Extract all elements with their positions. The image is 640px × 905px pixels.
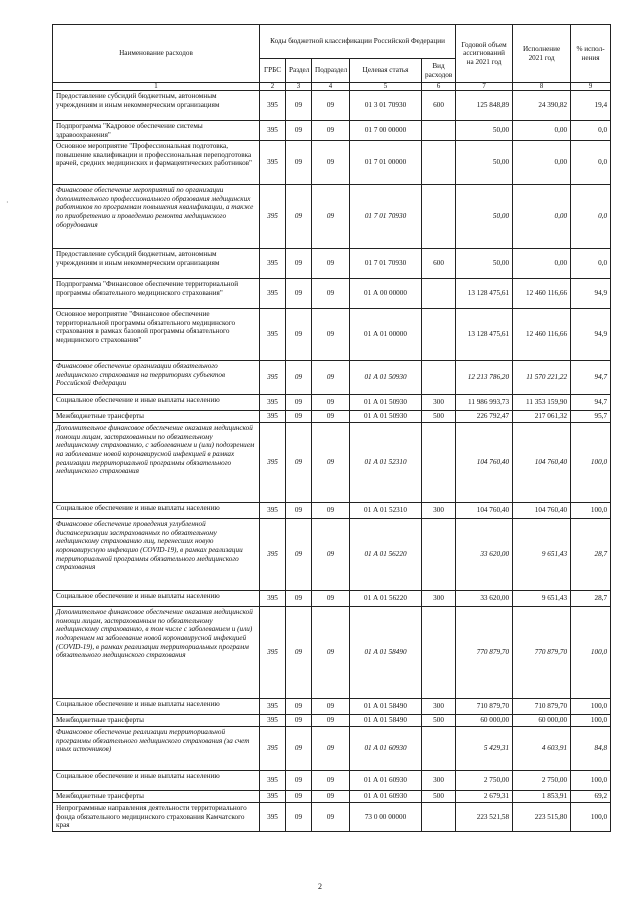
row-name-cell: Межбюджетные трансферты [53,411,260,423]
table-row [53,699,611,715]
table-row [53,607,611,699]
row-grbs-cell: 395 [260,185,286,249]
row-pct-cell: 69,2 [571,791,611,803]
table-body [53,91,611,832]
row-target-cell: 01 3 01 70930 [350,91,422,121]
index-cell: 7 [456,83,513,91]
row-pct-cell: 28,7 [571,519,611,591]
header-razdel: Раздел [286,59,312,83]
row-podrazdel-cell: 09 [312,791,350,803]
row-target-cell: 01 А 01 60930 [350,727,422,771]
row-name-cell: Основное мероприятие "Финансовое обеспечение территориальной программы обязательного медицинского страхования в рамках базовой программы обязательного медицинского страхования" [53,309,260,361]
row-pct-cell: 100,0 [571,503,611,519]
row-razdel-cell: 09 [286,607,312,699]
row-annual-cell: 5 429,31 [456,727,513,771]
table-row [53,411,611,423]
header-podrazdel: Подраздел [312,59,350,83]
row-target-cell: 73 0 00 00000 [350,803,422,832]
row-razdel-cell: 09 [286,423,312,503]
row-razdel-cell: 09 [286,395,312,411]
table-row [53,185,611,249]
row-vid-cell: 300 [422,591,456,607]
row-name-cell: Социальное обеспечение и иные выплаты населению [53,771,260,791]
row-pct-cell: 0,0 [571,249,611,279]
row-podrazdel-cell: 09 [312,727,350,771]
row-grbs-cell: 395 [260,699,286,715]
row-pct-cell: 95,7 [571,411,611,423]
table-row [53,141,611,185]
table-row [53,715,611,727]
index-cell: 8 [513,83,571,91]
row-name-cell: Дополнительное финансовое обеспечение оказания медицинской помощи лицам, застрахованным по обязательному медицинскому страхованию, с заболеванием и (или) подозрением на заболевание новой коронавирусной инфекцией в рамках реализации территориальной программы обязательного медицинского страхования [53,423,260,503]
row-annual-cell: 13 128 475,61 [456,309,513,361]
row-annual-cell: 770 879,70 [456,607,513,699]
row-name-cell: Подпрограмма "Кадровое обеспечение системы здравоохранения" [53,121,260,141]
row-grbs-cell: 395 [260,591,286,607]
row-podrazdel-cell: 09 [312,503,350,519]
row-grbs-cell: 395 [260,519,286,591]
row-pct-cell: 100,0 [571,771,611,791]
row-vid-cell: 300 [422,771,456,791]
table-row [53,249,611,279]
row-vid-cell: 600 [422,91,456,121]
row-exec-cell: 0,00 [513,141,571,185]
row-annual-cell: 104 760,40 [456,503,513,519]
row-name-cell: Предоставление субсидий бюджетным, автономным учреждениям и иным некоммерческим организациям [53,91,260,121]
margin-mark: · [6,198,9,207]
index-cell: 4 [312,83,350,91]
row-exec-cell: 11 353 159,90 [513,395,571,411]
row-exec-cell: 11 570 221,22 [513,361,571,395]
row-pct-cell: 100,0 [571,607,611,699]
row-podrazdel-cell: 09 [312,519,350,591]
table-row [53,309,611,361]
row-name-cell: Социальное обеспечение и иные выплаты населению [53,591,260,607]
row-annual-cell: 226 792,47 [456,411,513,423]
row-pct-cell: 19,4 [571,91,611,121]
column-index-row [53,83,611,91]
row-grbs-cell: 395 [260,771,286,791]
row-exec-cell: 770 879,70 [513,607,571,699]
row-podrazdel-cell: 09 [312,423,350,503]
budget-execution-table [52,24,611,832]
table-row [53,121,611,141]
row-grbs-cell: 395 [260,395,286,411]
row-razdel-cell: 09 [286,591,312,607]
row-podrazdel-cell: 09 [312,803,350,832]
row-annual-cell: 50,00 [456,141,513,185]
table-header [53,25,611,91]
row-grbs-cell: 395 [260,727,286,771]
row-annual-cell: 50,00 [456,121,513,141]
row-exec-cell: 710 879,70 [513,699,571,715]
row-razdel-cell: 09 [286,249,312,279]
row-exec-cell: 4 603,91 [513,727,571,771]
table-row [53,591,611,607]
row-target-cell: 01 А 01 56220 [350,591,422,607]
row-razdel-cell: 09 [286,503,312,519]
row-grbs-cell: 395 [260,279,286,309]
row-vid-cell [422,727,456,771]
row-annual-cell: 710 879,70 [456,699,513,715]
row-podrazdel-cell: 09 [312,361,350,395]
row-razdel-cell: 09 [286,803,312,832]
row-target-cell: 01 7 01 00000 [350,141,422,185]
row-target-cell: 01 А 01 60930 [350,791,422,803]
row-razdel-cell: 09 [286,361,312,395]
row-exec-cell: 0,00 [513,249,571,279]
row-exec-cell: 12 460 116,66 [513,309,571,361]
row-name-cell: Финансовое обеспечение организации обязательного медицинского страхования на территориях субъектов Российской Федерации [53,361,260,395]
table-row [53,361,611,395]
row-pct-cell: 28,7 [571,591,611,607]
row-razdel-cell: 09 [286,121,312,141]
row-name-cell: Финансовое обеспечение проведения углубленной диспансеризации застрахованных по обязательному медицинскому страхованию лиц, перенесших новую коронавирусную инфекцию (COVID-19), в рамках реализации территориальной программы обязательного медицинского страхования [53,519,260,591]
row-exec-cell: 217 061,32 [513,411,571,423]
row-grbs-cell: 395 [260,411,286,423]
row-podrazdel-cell: 09 [312,279,350,309]
row-razdel-cell: 09 [286,519,312,591]
row-target-cell: 01 А 01 60930 [350,771,422,791]
index-cell: 2 [260,83,286,91]
row-razdel-cell: 09 [286,309,312,361]
row-vid-cell [422,423,456,503]
row-annual-cell: 2 750,00 [456,771,513,791]
row-name-cell: Непрограммные направления деятельности территориального фонда обязательного медицинского страхования Камчатского края [53,803,260,832]
row-exec-cell: 104 760,40 [513,423,571,503]
row-name-cell: Межбюджетные трансферты [53,715,260,727]
page-number: 2 [318,882,322,891]
row-grbs-cell: 395 [260,249,286,279]
row-annual-cell: 33 620,00 [456,519,513,591]
row-exec-cell: 9 651,43 [513,519,571,591]
row-name-cell: Межбюджетные трансферты [53,791,260,803]
header-target: Целевая статья [350,59,422,83]
row-vid-cell [422,279,456,309]
row-razdel-cell: 09 [286,699,312,715]
row-pct-cell: 84,8 [571,727,611,771]
row-name-cell: Основное мероприятие "Профессиональная подготовка, повышение квалификации и профессиональная переподготовка врачей, средних медицинских и фармацевтических работников" [53,141,260,185]
row-vid-cell: 300 [422,699,456,715]
row-vid-cell: 300 [422,503,456,519]
row-target-cell: 01 А 01 00000 [350,309,422,361]
row-annual-cell: 13 128 475,61 [456,279,513,309]
row-exec-cell: 1 853,91 [513,791,571,803]
row-annual-cell: 2 679,31 [456,791,513,803]
row-target-cell: 01 7 01 70930 [350,249,422,279]
row-pct-cell: 0,0 [571,121,611,141]
row-pct-cell: 100,0 [571,715,611,727]
row-target-cell: 01 А 01 56220 [350,519,422,591]
row-exec-cell: 60 000,00 [513,715,571,727]
row-vid-cell: 300 [422,395,456,411]
row-grbs-cell: 395 [260,141,286,185]
header-name: Наименование расходов [53,25,260,83]
table-row [53,503,611,519]
row-vid-cell: 500 [422,791,456,803]
row-grbs-cell: 395 [260,361,286,395]
row-name-cell: Финансовое обеспечение реализации территориальной программы обязательного медицинского страхования (за счет иных источников) [53,727,260,771]
row-target-cell: 01 7 01 70930 [350,185,422,249]
index-cell: 1 [53,83,260,91]
row-target-cell: 01 7 00 00000 [350,121,422,141]
row-pct-cell: 94,9 [571,309,611,361]
row-pct-cell: 94,7 [571,361,611,395]
row-vid-cell [422,185,456,249]
row-vid-cell [422,519,456,591]
table-row [53,395,611,411]
index-cell: 9 [571,83,611,91]
row-target-cell: 01 А 01 58490 [350,699,422,715]
row-podrazdel-cell: 09 [312,309,350,361]
row-target-cell: 01 А 00 00000 [350,279,422,309]
row-pct-cell: 100,0 [571,803,611,832]
row-podrazdel-cell: 09 [312,185,350,249]
index-cell: 3 [286,83,312,91]
table-row [53,771,611,791]
row-pct-cell: 0,0 [571,141,611,185]
row-podrazdel-cell: 09 [312,699,350,715]
row-annual-cell: 50,00 [456,185,513,249]
row-exec-cell: 12 460 116,66 [513,279,571,309]
row-name-cell: Социальное обеспечение и иные выплаты населению [53,699,260,715]
row-razdel-cell: 09 [286,727,312,771]
budget-table-sheet [52,24,610,832]
row-vid-cell [422,309,456,361]
row-pct-cell: 0,0 [571,185,611,249]
row-vid-cell: 600 [422,249,456,279]
row-podrazdel-cell: 09 [312,591,350,607]
row-exec-cell: 9 651,43 [513,591,571,607]
table-row [53,791,611,803]
header-annual: Годовой объем ассигнований на 2021 год [456,25,513,83]
row-vid-cell [422,121,456,141]
row-podrazdel-cell: 09 [312,411,350,423]
row-annual-cell: 12 213 786,20 [456,361,513,395]
table-row [53,519,611,591]
row-exec-cell: 24 390,82 [513,91,571,121]
row-name-cell: Дополнительное финансовое обеспечение оказания медицинской помощи лицам, застрахованным по обязательному медицинскому страхованию, в том числе с заболеванием и (или) подозрением на заболевание новой коронавирусной инфекцией (COVID-19), в рамках реализации территориальных программ обязательного медицинского страхования [53,607,260,699]
row-grbs-cell: 395 [260,423,286,503]
row-vid-cell [422,361,456,395]
table-row [53,727,611,771]
row-target-cell: 01 А 01 50930 [350,411,422,423]
row-annual-cell: 60 000,00 [456,715,513,727]
row-name-cell: Социальное обеспечение и иные выплаты населению [53,503,260,519]
row-vid-cell: 500 [422,715,456,727]
row-grbs-cell: 395 [260,607,286,699]
row-razdel-cell: 09 [286,279,312,309]
header-grbs: ГРБС [260,59,286,83]
row-vid-cell: 500 [422,411,456,423]
table-row [53,423,611,503]
row-razdel-cell: 09 [286,771,312,791]
row-name-cell: Предоставление субсидий бюджетным, автономным учреждениям и иным некоммерческим организациям [53,249,260,279]
row-target-cell: 01 А 01 52310 [350,503,422,519]
header-exec: Исполнение 2021 год [513,25,571,83]
row-podrazdel-cell: 09 [312,121,350,141]
row-razdel-cell: 09 [286,791,312,803]
index-cell: 6 [422,83,456,91]
row-vid-cell [422,607,456,699]
row-podrazdel-cell: 09 [312,715,350,727]
row-razdel-cell: 09 [286,185,312,249]
row-annual-cell: 223 521,58 [456,803,513,832]
row-name-cell: Социальное обеспечение и иные выплаты населению [53,395,260,411]
row-exec-cell: 104 760,40 [513,503,571,519]
row-podrazdel-cell: 09 [312,771,350,791]
row-razdel-cell: 09 [286,715,312,727]
row-grbs-cell: 395 [260,503,286,519]
row-pct-cell: 100,0 [571,423,611,503]
row-name-cell: Подпрограмма "Финансовое обеспечение территориальной программы обязательного медицинского страхования" [53,279,260,309]
table-row [53,803,611,832]
table-row [53,279,611,309]
row-podrazdel-cell: 09 [312,395,350,411]
row-target-cell: 01 А 01 58490 [350,715,422,727]
row-target-cell: 01 А 01 58490 [350,607,422,699]
row-exec-cell: 223 515,80 [513,803,571,832]
row-podrazdel-cell: 09 [312,249,350,279]
row-podrazdel-cell: 09 [312,141,350,185]
row-annual-cell: 33 620,00 [456,591,513,607]
row-razdel-cell: 09 [286,91,312,121]
row-exec-cell: 0,00 [513,121,571,141]
row-pct-cell: 94,9 [571,279,611,309]
table-row [53,91,611,121]
row-target-cell: 01 А 01 50930 [350,395,422,411]
index-cell: 5 [350,83,422,91]
row-grbs-cell: 395 [260,309,286,361]
header-codes-group: Коды бюджетной классификации Российской Федерации [260,25,456,59]
row-razdel-cell: 09 [286,411,312,423]
header-pct: % испол-нения [571,25,611,83]
row-annual-cell: 50,00 [456,249,513,279]
row-grbs-cell: 395 [260,791,286,803]
row-pct-cell: 94,7 [571,395,611,411]
row-target-cell: 01 А 01 52310 [350,423,422,503]
row-pct-cell: 100,0 [571,699,611,715]
row-grbs-cell: 395 [260,121,286,141]
row-annual-cell: 11 986 993,73 [456,395,513,411]
row-vid-cell [422,803,456,832]
header-vid: Вид расходов [422,59,456,83]
row-annual-cell: 104 760,40 [456,423,513,503]
row-annual-cell: 125 848,89 [456,91,513,121]
row-grbs-cell: 395 [260,91,286,121]
row-podrazdel-cell: 09 [312,607,350,699]
row-target-cell: 01 А 01 50930 [350,361,422,395]
row-podrazdel-cell: 09 [312,91,350,121]
row-razdel-cell: 09 [286,141,312,185]
row-grbs-cell: 395 [260,715,286,727]
row-exec-cell: 2 750,00 [513,771,571,791]
row-grbs-cell: 395 [260,803,286,832]
row-vid-cell [422,141,456,185]
row-name-cell: Финансовое обеспечение мероприятий по организации дополнительного профессионального образования медицинских работников по программам повышения квалификации, а также по приобретению и проведению ремонта медицинского оборудования [53,185,260,249]
row-exec-cell: 0,00 [513,185,571,249]
